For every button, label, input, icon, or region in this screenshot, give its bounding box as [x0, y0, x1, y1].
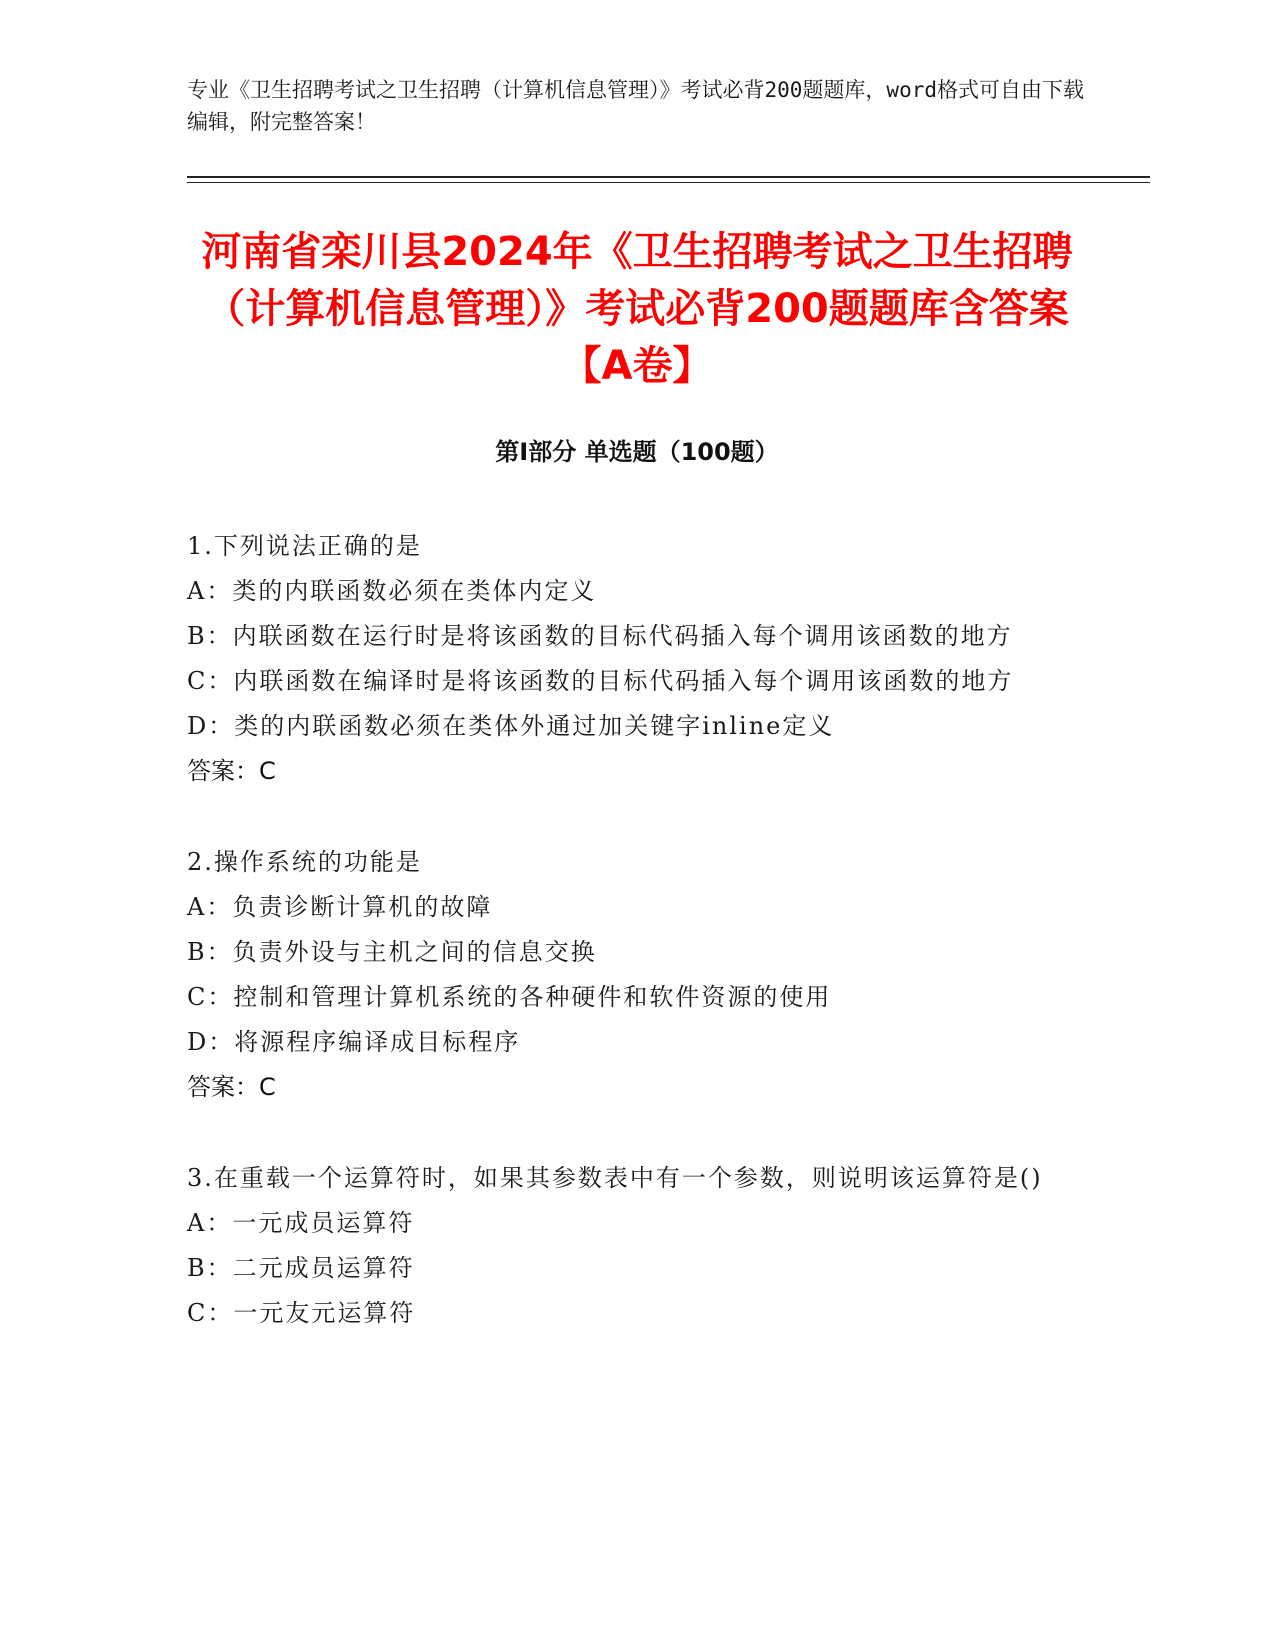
answer: 答案：C [187, 1073, 276, 1101]
section-title: 第Ⅰ部分 单选题（100题） [495, 438, 779, 466]
header-divider-thick [187, 176, 1150, 178]
option-c: C：一元友元运算符 [187, 1299, 416, 1327]
option-a: A：负责诊断计算机的故障 [187, 893, 493, 921]
question-list [187, 524, 1067, 1382]
question-stem: 3.在重载一个运算符时，如果其参数表中有一个参数，则说明该运算符是() [187, 1164, 1043, 1192]
option-a: A：类的内联函数必须在类体内定义 [187, 577, 597, 605]
option-b: B：负责外设与主机之间的信息交换 [187, 938, 597, 966]
question-2 [187, 840, 1067, 1110]
option-d: D：将源程序编译成目标程序 [187, 1028, 521, 1056]
answer: 答案：C [187, 757, 276, 785]
question-stem: 1.下列说法正确的是 [187, 532, 422, 560]
question-3 [187, 1156, 1067, 1336]
header-note: 专业《卫生招聘考试之卫生招聘（计算机信息管理）》考试必背200题题库，word格式可自由下载编辑，附完整答案！ [187, 78, 1084, 134]
question-stem: 2.操作系统的功能是 [187, 848, 422, 876]
option-d: D：类的内联函数必须在类体外通过加关键字inline定义 [187, 712, 835, 740]
option-b: B：内联函数在运行时是将该函数的目标代码插入每个调用该函数的地方 [187, 622, 1013, 650]
document-title: 河南省栾川县2024年《卫生招聘考试之卫生招聘（计算机信息管理）》考试必背200题题库含答案【A卷】 [201, 229, 1073, 389]
option-c: C：控制和管理计算机系统的各种硬件和软件资源的使用 [187, 983, 832, 1011]
option-a: A：一元成员运算符 [187, 1209, 415, 1237]
option-b: B：二元成员运算符 [187, 1254, 415, 1282]
question-1 [187, 524, 1067, 794]
option-c: C：内联函数在编译时是将该函数的目标代码插入每个调用该函数的地方 [187, 667, 1014, 695]
header-divider-thin [187, 182, 1150, 183]
